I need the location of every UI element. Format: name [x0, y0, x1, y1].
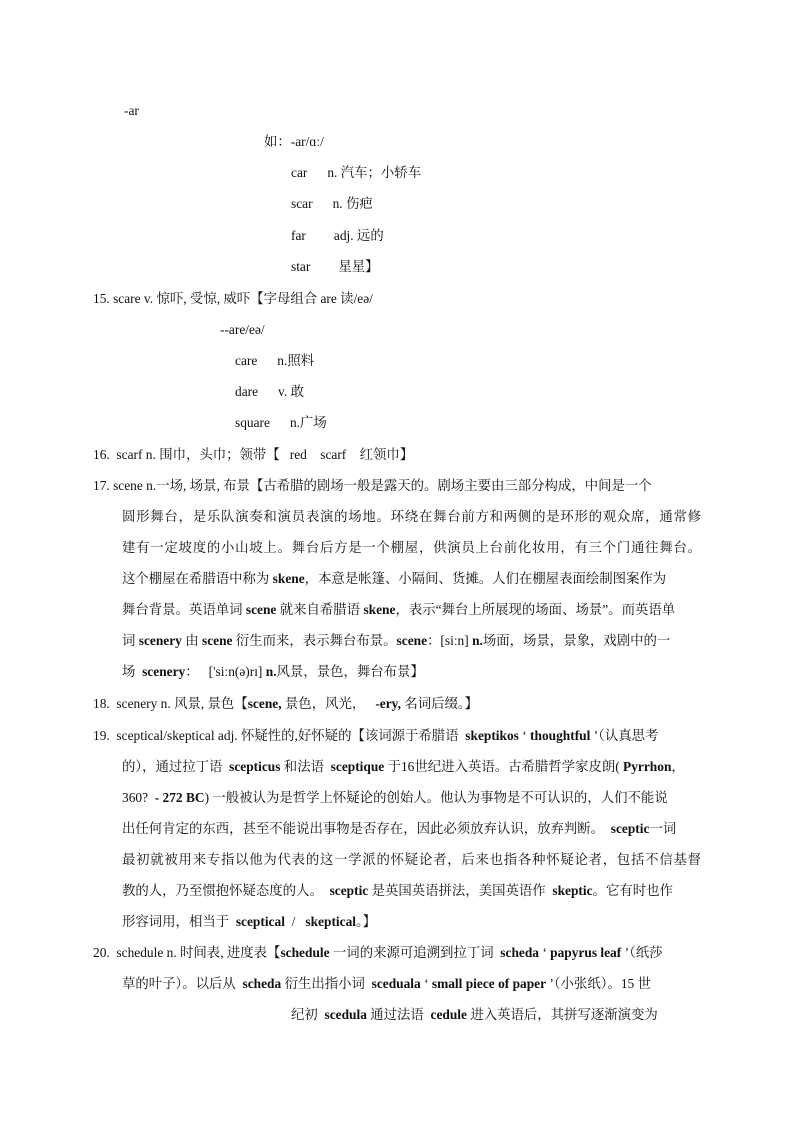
- term: small piece of paper: [431, 976, 547, 991]
- term: scedula: [324, 1007, 367, 1022]
- term: sceptic: [610, 821, 650, 836]
- entry-19-line-7: [122, 913, 376, 931]
- text: 舞台背景。英语单词: [122, 602, 243, 617]
- text: ，本意是帐篷、小隔间、货摊。人们在棚屋表面绘制图案作为: [304, 571, 667, 586]
- list-item: [235, 352, 314, 370]
- entry-16-line: 16. scarf n. 围巾，头巾；领带【 red scarf 红领巾】: [93, 447, 414, 462]
- entry-20-line-2: [122, 975, 651, 993]
- term: skene: [272, 571, 305, 586]
- term: thoughtful: [530, 728, 591, 743]
- word: far: [291, 228, 306, 243]
- list-item: [291, 164, 421, 182]
- term: n.: [265, 664, 277, 679]
- term: schedule: [280, 945, 330, 960]
- term: skeptic: [552, 883, 593, 898]
- text: 360?: [122, 790, 155, 805]
- list-item: [235, 414, 327, 432]
- text: 19. sceptical/skeptical adj. 怀疑性的,好怀疑的【该词源于希腊语: [93, 728, 466, 743]
- text: ‘: [539, 945, 551, 960]
- entry-19-line-5: 最初就被用来专指以他为代表的这一学派的怀疑论者，后来也指各种怀疑论者，包括不信基督: [122, 852, 701, 867]
- text: 18. scenery n. 风景, 景色【: [93, 696, 248, 711]
- term: skeptikos: [465, 728, 519, 743]
- list-item: [291, 195, 373, 213]
- text: ：[siːn]: [427, 633, 469, 648]
- term: sceduala: [371, 976, 421, 991]
- term: scene,: [247, 696, 282, 711]
- meaning: 星星】: [338, 259, 379, 274]
- text: 场: [122, 664, 136, 679]
- meaning: n. 伤疤: [332, 196, 373, 211]
- term: scene: [245, 602, 277, 617]
- entry-17-line-7: [122, 663, 424, 681]
- text: 草的叶子）。以后从: [122, 976, 243, 991]
- text: /: [284, 914, 306, 929]
- text: 通过法语: [366, 1007, 431, 1022]
- term: scene: [396, 633, 428, 648]
- term: - 272 BC: [154, 790, 205, 805]
- text: 20. schedule n. 时间表, 进度表【: [93, 945, 281, 960]
- meaning: v. 敢: [278, 384, 304, 399]
- term: scheda: [242, 976, 282, 991]
- text: 和法语: [280, 759, 331, 774]
- term: skene: [363, 602, 396, 617]
- meaning: n. 汽车；小轿车: [327, 165, 422, 180]
- text: ) 一般被认为是哲学上怀疑论的创始人。他认为事物是不可认识的，人们不能说: [204, 790, 668, 805]
- entry-17-line-1: 17. scene n.一场, 场景, 布景【古希腊的剧场一般是露天的。剧场主要由三部分构成，中间是一个: [93, 478, 652, 493]
- word: scar: [291, 196, 313, 211]
- entry-19-line-1: [93, 727, 658, 745]
- entry-20-line-3: [291, 1006, 658, 1024]
- term: sceptic: [329, 883, 369, 898]
- text: 这个棚屋在希腊语中称为: [122, 571, 270, 586]
- term: scene: [202, 633, 233, 648]
- text: 于16世纪进入英语。古希腊哲学家皮朗(: [384, 759, 620, 774]
- text: 的），通过拉丁语: [122, 759, 230, 774]
- term: scenery: [142, 664, 186, 679]
- entry-17-line-6: [122, 632, 670, 650]
- text: ‘: [420, 976, 432, 991]
- meaning: adj. 远的: [333, 228, 384, 243]
- text: 风景，景色，舞台布景】: [276, 664, 424, 679]
- entry-15-subhead: --are/eə/: [220, 322, 265, 337]
- word: care: [235, 353, 258, 368]
- entry-17-line-5: [122, 601, 675, 619]
- text: 就来自希腊语: [279, 602, 361, 617]
- text: 一词: [649, 821, 677, 836]
- text: ，: [671, 759, 685, 774]
- text: ‘: [518, 728, 531, 743]
- entry-17-line-4: [122, 570, 666, 588]
- entry-18-line: [93, 695, 478, 713]
- text: 一词的来源可追溯到拉丁词: [329, 945, 501, 960]
- list-item: [235, 383, 304, 401]
- text: 进入英语后，其拼写逐渐演变为: [466, 1007, 658, 1022]
- text: 教的人，乃至惯抱怀疑态度的人。: [122, 883, 330, 898]
- text: 衍生出指小词: [281, 976, 372, 991]
- word: dare: [235, 384, 259, 399]
- entry-17-line-2: 圆形舞台，是乐队演奏和演员表演的场地。环绕在舞台前方和两侧的是环形的观众席，通常修: [122, 509, 701, 524]
- text: 景色，风光，: [284, 696, 376, 711]
- term: scenery: [138, 633, 182, 648]
- example-label-ar: 如：-ar/ɑː/: [264, 134, 324, 149]
- text: ，表示“舞台上所展现的场面、场景”。而英语单: [395, 602, 676, 617]
- text: ’（纸莎: [621, 945, 663, 960]
- entry-17-line-3: 建有一定坡度的小山坡上。舞台后方是一个棚屋，供演员上台前化妆用，有三个门通往舞台。: [122, 540, 701, 555]
- text: 衍生而来，表示舞台布景。: [235, 633, 397, 648]
- term: papyrus leaf: [550, 945, 622, 960]
- meaning: n.广场: [289, 415, 327, 430]
- term: skeptical: [305, 914, 356, 929]
- term: cedule: [430, 1007, 467, 1022]
- text: 是英国英语拼法，美国英语作: [368, 883, 553, 898]
- entry-19-line-6: [122, 882, 673, 900]
- text: ’（小张纸）。15 世: [546, 976, 651, 991]
- word: square: [235, 415, 270, 430]
- text: 名词后缀。】: [404, 696, 478, 711]
- meaning: n.照料: [277, 353, 315, 368]
- text: 。】: [355, 914, 377, 929]
- entry-20-line-1: [93, 944, 663, 962]
- word: car: [291, 165, 308, 180]
- text: 场面，场景，景象，戏剧中的一: [482, 633, 671, 648]
- term: n.: [472, 633, 483, 648]
- text: ： ['siːn(ə)rɪ]: [185, 664, 263, 679]
- text: 出任何肯定的东西，甚至不能说出事物是否存在，因此必须放弃认识，放弃判断。: [122, 821, 605, 836]
- list-item: [291, 258, 379, 276]
- term: Pyrrhon: [619, 759, 672, 774]
- term: sceptique: [330, 759, 385, 774]
- term: scheda: [500, 945, 539, 960]
- entry-19-line-3: [122, 789, 668, 807]
- term: scepticus: [229, 759, 281, 774]
- entry-19-line-2: [122, 758, 685, 776]
- text: 词: [122, 633, 136, 648]
- text: 纪初: [291, 1007, 325, 1022]
- text: 形容词用，相当于: [122, 914, 236, 929]
- text: 由: [185, 633, 199, 648]
- text: ’（认真思考: [590, 728, 659, 743]
- term: -ery,: [375, 696, 401, 711]
- list-item: [291, 227, 384, 245]
- word: star: [291, 259, 311, 274]
- term: sceptical: [235, 914, 285, 929]
- text: 。它有时也作: [592, 883, 673, 898]
- entry-15-line: 15. scare v. 惊吓, 受惊, 威吓【字母组合 are 读/eə/: [93, 291, 373, 306]
- section-head-ar: -ar: [124, 103, 139, 118]
- entry-19-line-4: [122, 820, 676, 838]
